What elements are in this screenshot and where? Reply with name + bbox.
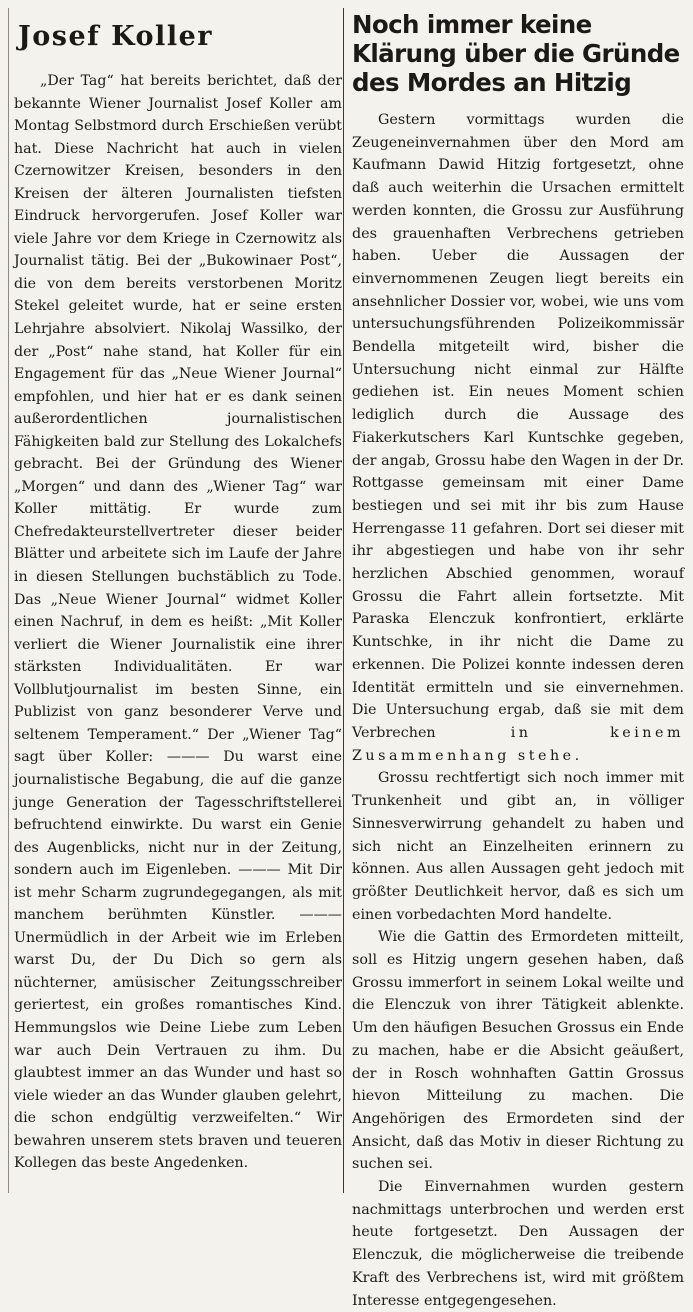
hitzig-paragraph-2: Grossu rechtfertigt sich noch immer mit Trunkenheit und gibt an, in völliger Sinnesverwirrung gehandelt zu haben und sich nicht an Einzelheiten erinnern zu können. Aus allen Aussagen geht jedoch mit größter Deutlichkeit hervor, daß es sich um einen vorbedachten Mord handelte. bbox=[352, 770, 684, 923]
left-column bbox=[14, 14, 342, 1189]
column-divider bbox=[343, 8, 344, 1193]
hitzig-paragraph-4: Die Einvernahmen wurden gestern nachmittags unterbrochen und werden erst heute fortgesetzt. Den Aussagen der Elenczuk, die möglicherweise die treibende Kraft des Verbrechens ist, wird mit größtem Interesse entgegengesehen. bbox=[352, 1179, 684, 1309]
hitzig-paragraph-3: Wie die Gattin des Ermordeten mitteilt, soll es Hitzig ungern gesehen haben, daß Grossu immerfort in seinem Lokal weilte und die Elenczuk von ihrer Tätigkeit ablenkte. Um den häufigen Besuchen Grossus ein Ende zu machen, habe er die Absicht geäußert, der in Rosch wohnhaften Gattin Grossus hievon Mitteilung zu machen. Die Angehörigen des Ermordeten sind der Ansicht, daß das Motiv in dieser Richtung zu suchen sei. bbox=[352, 929, 684, 1173]
hitzig-headline: Noch immer keine Klärung über die Gründe des Mordes an Hitzig bbox=[352, 10, 680, 97]
hitzig-spaced-phrase: in keinem Zusammenhang stehe. bbox=[352, 724, 684, 764]
hitzig-paragraph-1-text: Gestern vormittags wurden die Zeugeneinvernahmen über den Mord am Kaufmann Dawid Hitzig fortgesetzt, ohne daß auch weiterhin die Ursachen ermittelt werden konnten, die Grossu zur Ausführung des grauenhaften Verbrechens getrieben haben. Ueber die Aussagen der einvernommenen Zeugen liegt bereits ein ansehnlicher Dossier vor, wobei, wie uns vom untersuchungsführenden Polizeikommissär Bendella mitgeteilt wird, bisher die Untersuchung nicht einmal zur Hälfte gediehen ist. Ein neues Moment schien lediglich durch die Aussage des Fiakerkutschers Karl Kuntschke gegeben, der angab, Grossu habe den Wagen in der Dr. Rottgasse gemeinsam mit einer Dame bestiegen und sei mit ihr bis zum Hause Herrengasse 11 gefahren. Dort sei dieser mit ihr abgestiegen und habe von ihr sehr herzlichen Abschied genommen, worauf Grossu die Fahrt allein fortsetzte. Mit Paraska Elenczuk konfrontiert, erklärte Kuntschke, in ihr nicht die Dame zu erkennen. Die Polizei konnte indessen deren Identität ermitteln und sie einvernehmen. Die Untersuchung ergab, daß sie mit dem Verbrechen bbox=[352, 112, 684, 741]
koller-article-body: „Der Tag“ hat bereits berichtet, daß der bekannte Wiener Journalist Josef Koller am Montag Selbstmord durch Erschießen verübt hat. Diese Nachricht hat auch in vielen Czernowitzer Kreisen, besonders in den Kreisen der älteren Journalisten tiefsten Eindruck hervorgerufen. Josef Koller war viele Jahre vor dem Kriege in Czernowitz als Journalist tätig. Bei der „Bukowinaer Post“, die von dem bereits verstorbenen Moritz Stekel geleitet wurde, hat er seine ersten Lehrjahre absolviert. Nikolaj Wassilko, der der „Post“ nahe stand, hat Koller für ein Engagement für das „Neue Wiener Journal“ empfohlen, und hier hat er es dank seinen außerordentlichen journalistischen Fähigkeiten bald zur Stellung des Lokalchefs gebracht. Bei der Gründung des Wiener „Morgen“ und dann des „Wiener Tag“ war Koller mittätig. Er wurde zum Chefredakteurstellvertreter dieser beider Blätter und arbeitete sich im Laufe der Jahre in diesen Stellungen buchstäblich zu Tode. Das „Neue Wiener Journal“ widmet Koller einen Nachruf, in dem es heißt: „Mit Koller verliert die Wiener Journalistik eine ihrer stärksten Individualitäten. Er war Vollblutjournalist im besten Sinne, ein Publizist von ganz besonderer Verve und seltenem Temperament.“ Der „Wiener Tag“ sagt über Koller: ——— Du warst eine journalistische Begabung, die auf die ganze junge Generation der Tagesschriftstellerei befruchtend einwirkte. Du warst ein Genie des Augenblicks, nicht nur in der Zeitung, sondern auch im Eigenleben. ——— Mit Dir ist mehr Scharm zugrundegegangen, als mit manchem berühmten Künstler. ——— Unermüdlich in der Arbeit wie im Erleben warst Du, der Du Dich so gern als nüchterner, amüsischer Zeitungsschreiber geriertest, ein großes romantisches Kind. Hemmungslos wie Deine Liebe zum Leben war auch Dein Vertrauen zu ihm. Du glaubtest immer an das Wunder und hast so viele wieder an das Wunder glauben gelehrt, die schon endgültig verzweifelten.“ Wir bewahren unserem stets braven und teueren Kollegen das beste Angedenken. bbox=[14, 73, 342, 1172]
hitzig-paragraph-1 bbox=[352, 109, 684, 767]
koller-headline: Josef Koller bbox=[18, 21, 213, 52]
right-column bbox=[352, 4, 684, 1309]
left-margin-rule bbox=[8, 8, 9, 1193]
